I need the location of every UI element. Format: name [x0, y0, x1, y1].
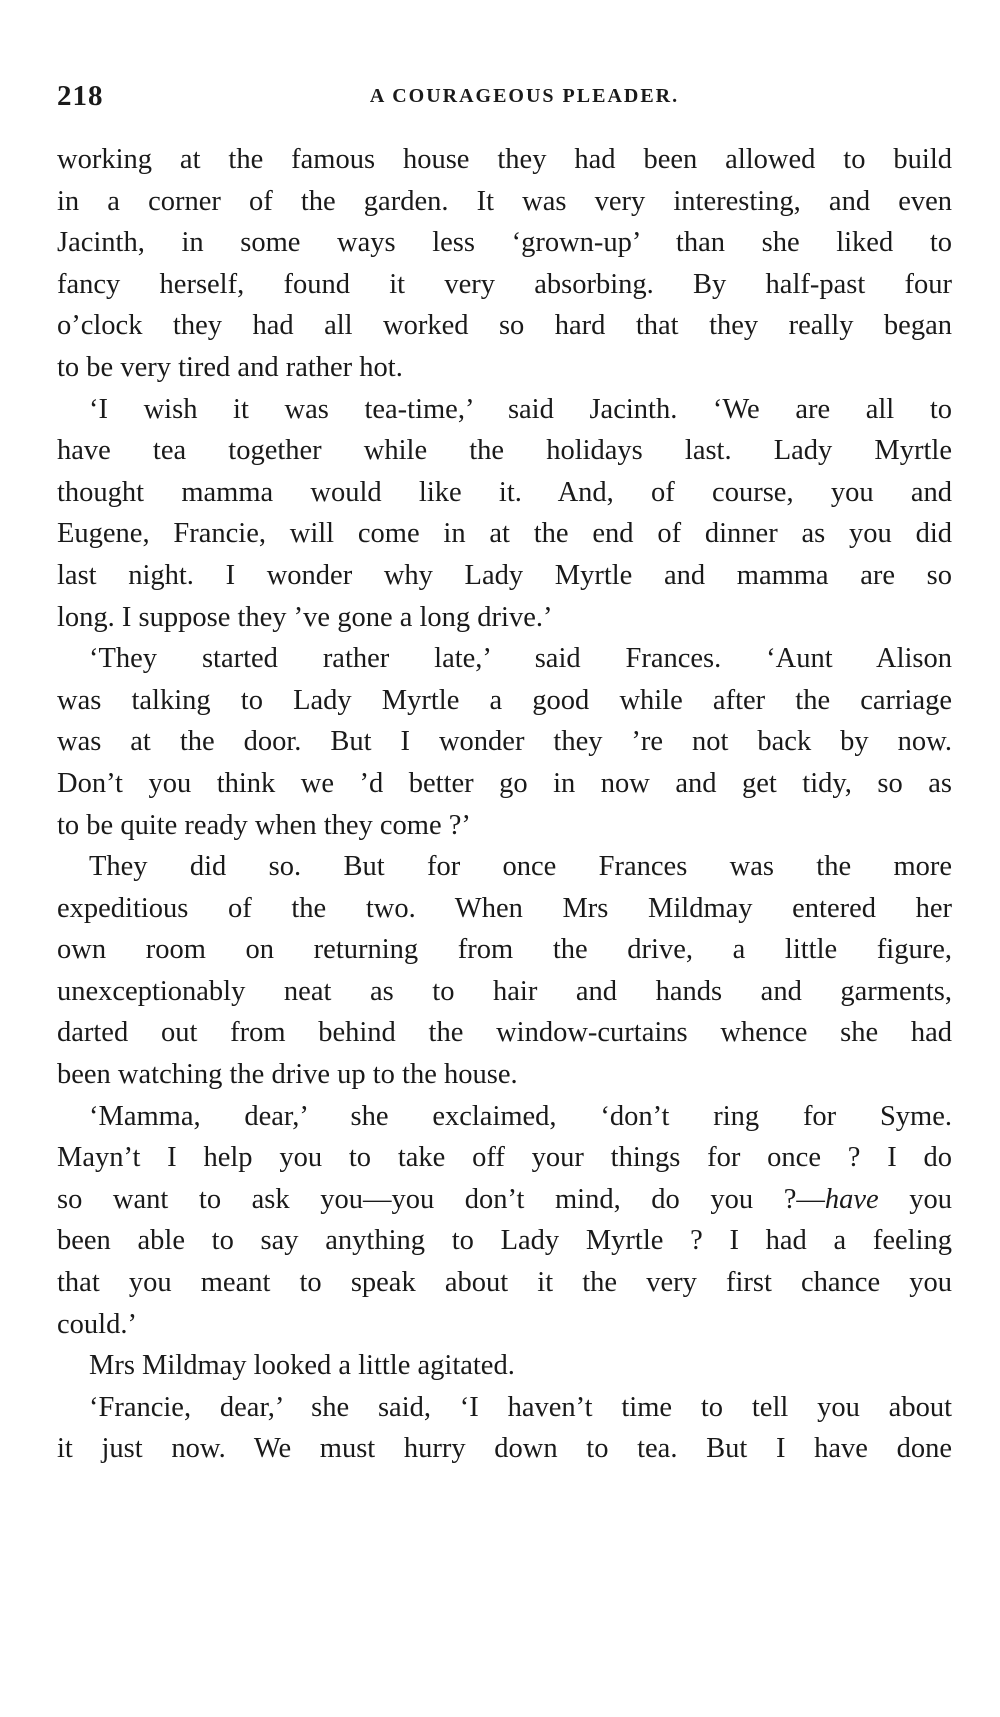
text-line: ‘They started rather late,’ said Frances. ‘Aunt Alison [89, 643, 952, 675]
paragraph-3 [57, 638, 952, 846]
text-line: ‘Mamma, dear,’ she exclaimed, ‘don’t ring for Syme. [89, 1100, 952, 1132]
body-text [57, 139, 952, 1470]
text-line: could.’ [57, 1308, 137, 1340]
text-line: it just now. We must hurry down to tea. But I have done [57, 1433, 952, 1465]
paragraph-2 [57, 389, 952, 639]
text-line: own room on returning from the drive, a little figure, [57, 934, 952, 966]
text-line: been watching the drive up to the house. [57, 1059, 518, 1091]
paragraph-6 [57, 1345, 952, 1387]
text-line: darted out from behind the window-curtains whence she had [57, 1017, 952, 1049]
text-line: was talking to Lady Myrtle a good while after the carriage [57, 684, 952, 716]
paragraph-4 [57, 846, 952, 1096]
text-line: to be very tired and rather hot. [57, 351, 403, 383]
text-line: expeditious of the two. When Mrs Mildmay entered her [57, 892, 952, 924]
emphasis-word: have [824, 1183, 879, 1215]
text-line: ‘Francie, dear,’ she said, ‘I haven’t time to tell you about [89, 1391, 952, 1423]
text-line: working at the famous house they had been allowed to build [57, 144, 952, 175]
text-line: Don’t you think we ’d better go in now and get tidy, so as [57, 767, 952, 799]
text-line: Mayn’t I help you to take off your things for once ? I do [57, 1142, 952, 1174]
text-line: long. I suppose they ’ve gone a long drive.’ [57, 601, 553, 633]
text-line: thought mamma would like it. And, of course, you and [57, 476, 952, 508]
text-line: was at the door. But I wonder they ’re not back by now. [57, 726, 952, 758]
text-line: have tea together while the holidays last. Lady Myrtle [57, 435, 952, 467]
page-number: 218 [57, 80, 104, 112]
line-text-segment: you [878, 1183, 952, 1215]
text-line: Eugene, Francie, will come in at the end of dinner as you did [57, 518, 952, 550]
running-title: A COURAGEOUS PLEADER. [369, 85, 680, 107]
text-line: to be quite ready when they come ?’ [57, 809, 471, 841]
text-line: Mrs Mildmay looked a little agitated. [89, 1350, 515, 1382]
text-line: They did so. But for once Frances was the more [89, 851, 952, 883]
line-text-segment: so want to ask you—you don’t mind, do you ?— [57, 1183, 825, 1215]
text-line: fancy herself, found it very absorbing. By half-past four [57, 268, 952, 300]
text-line: o’clock they had all worked so hard that they really began [57, 310, 952, 342]
text-line: last night. I wonder why Lady Myrtle and mamma are so [57, 559, 952, 591]
paragraph-5 [57, 1096, 952, 1346]
running-head [57, 76, 952, 116]
text-line: ‘I wish it was tea-time,’ said Jacinth. ‘We are all to [89, 393, 952, 425]
paragraph-7 [57, 1387, 952, 1470]
text-line [57, 1179, 952, 1221]
text-line: that you meant to speak about it the very first chance you [57, 1267, 952, 1299]
text-line: been able to say anything to Lady Myrtle ? I had a feeling [57, 1225, 952, 1257]
text-line: in a corner of the garden. It was very interesting, and even [57, 185, 952, 217]
paragraph-1 [57, 139, 952, 389]
text-line: unexceptionably neat as to hair and hands and garments, [57, 975, 952, 1007]
text-line: Jacinth, in some ways less ‘grown-up’ than she liked to [57, 227, 952, 259]
